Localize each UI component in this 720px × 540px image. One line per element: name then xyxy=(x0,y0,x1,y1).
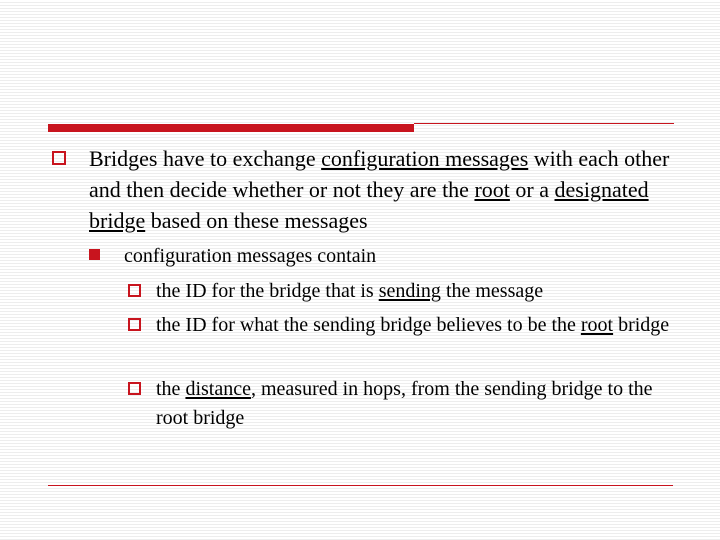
sub1-item2-part2: bridge xyxy=(613,314,670,336)
bullet-level3-1-text xyxy=(156,277,676,306)
sub1-item2-part1: the ID for what the sending bridge believes to be the xyxy=(156,314,581,336)
bullet1-text-part3: or a xyxy=(509,177,555,202)
sub1-item2-underlined-root: root xyxy=(580,314,614,336)
sub1-item3-underlined-distance: distance xyxy=(185,378,251,400)
bullet-level3-3-text xyxy=(156,375,656,433)
bullet1-underlined-configuration-messages: configuration messages xyxy=(321,146,529,171)
sub1-item1-part1: the ID for the bridge that is xyxy=(156,280,379,302)
sub1-item1-underlined-sending: sending xyxy=(378,280,441,302)
bullet1-text-part4: based on these messages xyxy=(145,208,368,233)
bullet-level2-text xyxy=(124,242,684,270)
bottom-accent-line xyxy=(48,485,673,486)
filled-square-bullet-icon xyxy=(89,249,100,260)
bullet1-text-part1: Bridges have to exchange xyxy=(89,146,322,171)
hollow-square-bullet-icon xyxy=(128,382,141,395)
top-accent-bar xyxy=(48,124,414,132)
bullet-level3-2-text xyxy=(156,311,676,340)
bullet1-text-part2: with each other and then decide whether or not they are the xyxy=(89,146,670,202)
sub1-item3-part2: , measured in hops, from the sending bridge to the root bridge xyxy=(156,378,653,429)
bullet1-underlined-designated-bridge: designated bridge xyxy=(89,177,649,233)
hollow-square-bullet-icon xyxy=(128,318,141,331)
top-accent-line xyxy=(414,123,674,124)
sub1-text: configuration messages contain xyxy=(124,245,377,267)
bullet-level1-text xyxy=(89,143,679,236)
hollow-square-bullet-icon xyxy=(52,151,66,165)
hollow-square-bullet-icon xyxy=(128,284,141,297)
bullet1-underlined-root: root xyxy=(474,177,510,202)
sub1-item3-part1: the xyxy=(156,378,186,400)
sub1-item1-part2: the message xyxy=(440,280,544,302)
